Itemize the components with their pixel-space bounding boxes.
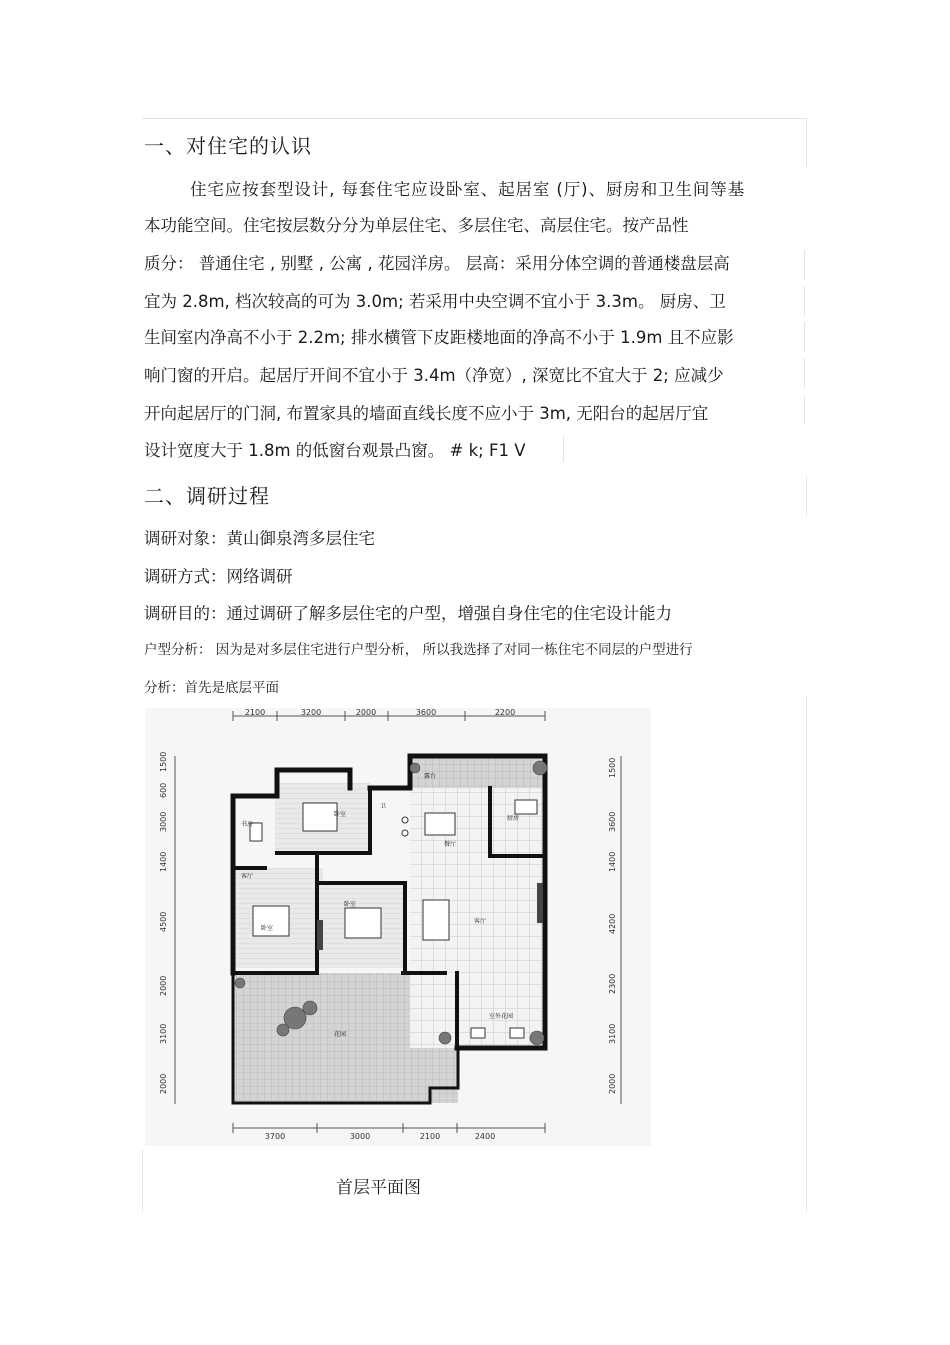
research-purpose: 调研目的：通过调研了解多层住宅的户型，增强自身住宅的住宅设计能力	[144, 604, 672, 623]
dim-left-1: 1500	[159, 751, 168, 772]
dim-left-7: 3100	[159, 1023, 168, 1044]
research-method: 调研方式：网络调研	[144, 567, 293, 586]
research-object: 调研对象：黄山御泉湾多层住宅	[144, 529, 375, 548]
room-label-kitchen: 厨房	[506, 815, 520, 822]
dim-left-3: 3000	[159, 811, 168, 832]
room-label-bedroom-left: 卧室	[260, 925, 274, 932]
dim-right-2: 3600	[608, 811, 617, 832]
dim-left-2: 600	[159, 782, 168, 798]
figure-caption: 首层平面图	[336, 1178, 421, 1198]
dim-right-5: 2300	[608, 973, 617, 994]
dim-bottom-4: 2400	[474, 1132, 496, 1141]
room-label-dining: 餐厅	[443, 841, 457, 848]
dim-top-2: 3200	[300, 708, 322, 717]
dim-left-6: 2000	[159, 975, 168, 996]
dim-right-1: 1500	[608, 757, 617, 778]
dim-top-4: 3600	[415, 708, 437, 717]
room-label-study: 书房	[240, 821, 254, 828]
dim-top-1: 2100	[244, 708, 266, 717]
dim-bottom-3: 2100	[419, 1132, 441, 1141]
para-line-2: 本功能空间。住宅按层数分分为单层住宅、多层住宅、高层住宅。按产品性	[144, 216, 689, 235]
para-line-7: 开向起居厅的门洞, 布置家具的墙面直线长度不应小于 3m, 无阳台的起居厅宜	[144, 404, 709, 423]
para-line-3: 质分： 普通住宅 , 别墅 , 公寓 , 花园洋房。 层高：采用分体空调的普通楼盘层高	[144, 254, 730, 273]
dim-right-3: 1400	[608, 851, 617, 872]
dim-right-4: 4200	[608, 913, 617, 934]
dim-left-4: 1400	[159, 851, 168, 872]
dim-right-7: 2000	[608, 1073, 617, 1094]
room-label-garden: 花园	[333, 1031, 347, 1038]
dim-left-8: 2000	[159, 1073, 168, 1094]
para-line-4: 宜为 2.8m, 档次较高的可为 3.0m; 若采用中央空调不宜小于 3.3m。 厨房、卫	[144, 292, 726, 311]
dim-top-5: 2200	[494, 708, 516, 717]
room-label-bedroom-mid: 卧室	[343, 901, 357, 908]
dim-bottom-2: 3000	[349, 1132, 371, 1141]
floor-plan-image	[145, 708, 651, 1146]
dim-right-6: 3100	[608, 1023, 617, 1044]
section-1-heading: 一、对住宅的认识	[144, 134, 312, 158]
room-label-outdoor-garden: 室外花园	[488, 1013, 514, 1020]
room-label-living: 客厅	[473, 918, 487, 925]
dim-bottom-1: 3700	[264, 1132, 286, 1141]
room-label-bath: 卫	[379, 803, 387, 810]
para-line-6: 响门窗的开启。起居厅开间不宜小于 3.4m（净宽）, 深宽比不宜大于 2; 应减少	[144, 366, 724, 385]
room-label-family: 客厅	[240, 873, 254, 880]
room-label-bedroom-top: 卧室	[333, 811, 347, 818]
para-line-5: 生间室内净高不小于 2.2m; 排水横管下皮距楼地面的净高不小于 1.9m 且不应影	[144, 328, 734, 347]
para-line-1: 住宅应按套型设计, 每套住宅应设卧室、起居室 (厅)、厨房和卫生间等基	[190, 180, 746, 199]
section-2-heading: 二、调研过程	[144, 484, 270, 508]
room-label-terrace: 露台	[423, 773, 437, 780]
layout-analysis-line-2: 分析：首先是底层平面	[144, 680, 279, 696]
dim-left-5: 4500	[159, 911, 168, 932]
para-line-8: 设计宽度大于 1.8m 的低窗台观景凸窗。 # k; F1 V	[144, 441, 526, 460]
layout-analysis-line-1: 户型分析： 因为是对多层住宅进行户型分析， 所以我选择了对同一栋住宅不同层的户型进行	[144, 642, 693, 658]
dim-top-3: 2000	[355, 708, 377, 717]
